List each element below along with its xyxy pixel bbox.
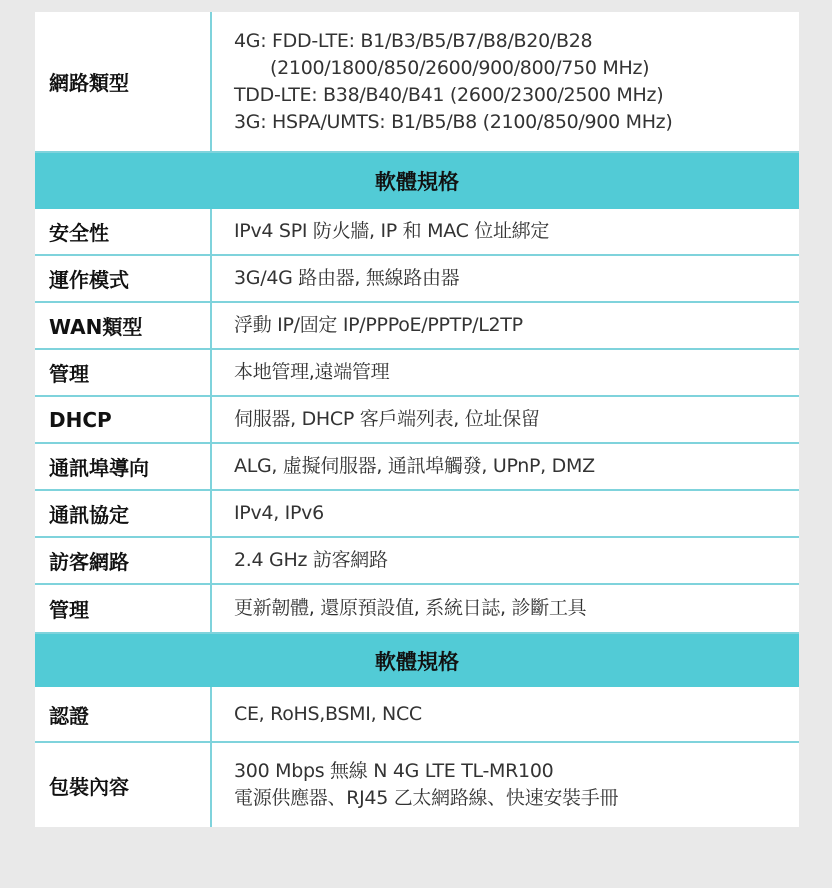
spec-row xyxy=(35,538,799,585)
spec-line: TDD-LTE: B38/B40/B41 (2600/2300/2500 MHz) xyxy=(234,83,664,106)
spec-row xyxy=(35,585,799,634)
spec-value: 浮動 IP/固定 IP/PPPoE/PPTP/L2TP xyxy=(234,314,523,336)
spec-value: 3G/4G 路由器, 無線路由器 xyxy=(234,267,460,289)
section-header: 軟體規格 xyxy=(35,634,799,687)
spec-value: 2.4 GHz 訪客網路 xyxy=(234,549,388,571)
spec-label: 網路類型 xyxy=(35,12,212,151)
spec-line: 3G: HSPA/UMTS: B1/B5/B8 (2100/850/900 MHz) xyxy=(234,110,673,133)
spec-label: 認證 xyxy=(35,687,212,741)
spec-line: 4G: FDD-LTE: B1/B3/B5/B7/B8/B20/B28 xyxy=(234,29,593,52)
spec-row-package xyxy=(35,743,799,827)
spec-label: 通訊協定 xyxy=(35,491,212,536)
spec-row xyxy=(35,444,799,491)
spec-line: 電源供應器、RJ45 乙太網路線、快速安裝手冊 xyxy=(234,787,619,809)
spec-value: CE, RoHS,BSMI, NCC xyxy=(234,702,422,725)
spec-value: IPv4, IPv6 xyxy=(234,502,324,524)
spec-row xyxy=(35,256,799,303)
spec-row xyxy=(35,397,799,444)
spec-label: 訪客網路 xyxy=(35,538,212,583)
spec-value: 更新韌體, 還原預設值, 系統日誌, 診斷工具 xyxy=(234,597,587,619)
spec-label: WAN類型 xyxy=(35,303,212,348)
spec-row-network-type xyxy=(35,12,799,153)
spec-label: 包裝內容 xyxy=(35,743,212,827)
spec-label: 管理 xyxy=(35,350,212,395)
spec-row xyxy=(35,209,799,256)
spec-row xyxy=(35,491,799,538)
spec-label: 通訊埠導向 xyxy=(35,444,212,489)
section-header: 軟體規格 xyxy=(35,153,799,209)
spec-table xyxy=(35,12,799,827)
spec-label: 安全性 xyxy=(35,209,212,254)
spec-label: DHCP xyxy=(35,397,212,442)
spec-value xyxy=(212,12,799,151)
spec-value: 本地管理,遠端管理 xyxy=(234,361,390,383)
spec-label: 管理 xyxy=(35,585,212,632)
spec-label: 運作模式 xyxy=(35,256,212,301)
spec-value: ALG, 虛擬伺服器, 通訊埠觸發, UPnP, DMZ xyxy=(234,455,595,477)
spec-line: 300 Mbps 無線 N 4G LTE TL-MR100 xyxy=(234,760,554,782)
spec-row xyxy=(35,350,799,397)
spec-value xyxy=(212,743,799,827)
spec-line: (2100/1800/850/2600/900/800/750 MHz) xyxy=(270,56,650,79)
spec-row-certification xyxy=(35,687,799,743)
spec-row xyxy=(35,303,799,350)
spec-value: IPv4 SPI 防火牆, IP 和 MAC 位址綁定 xyxy=(234,220,550,242)
spec-value: 伺服器, DHCP 客戶端列表, 位址保留 xyxy=(234,408,540,430)
